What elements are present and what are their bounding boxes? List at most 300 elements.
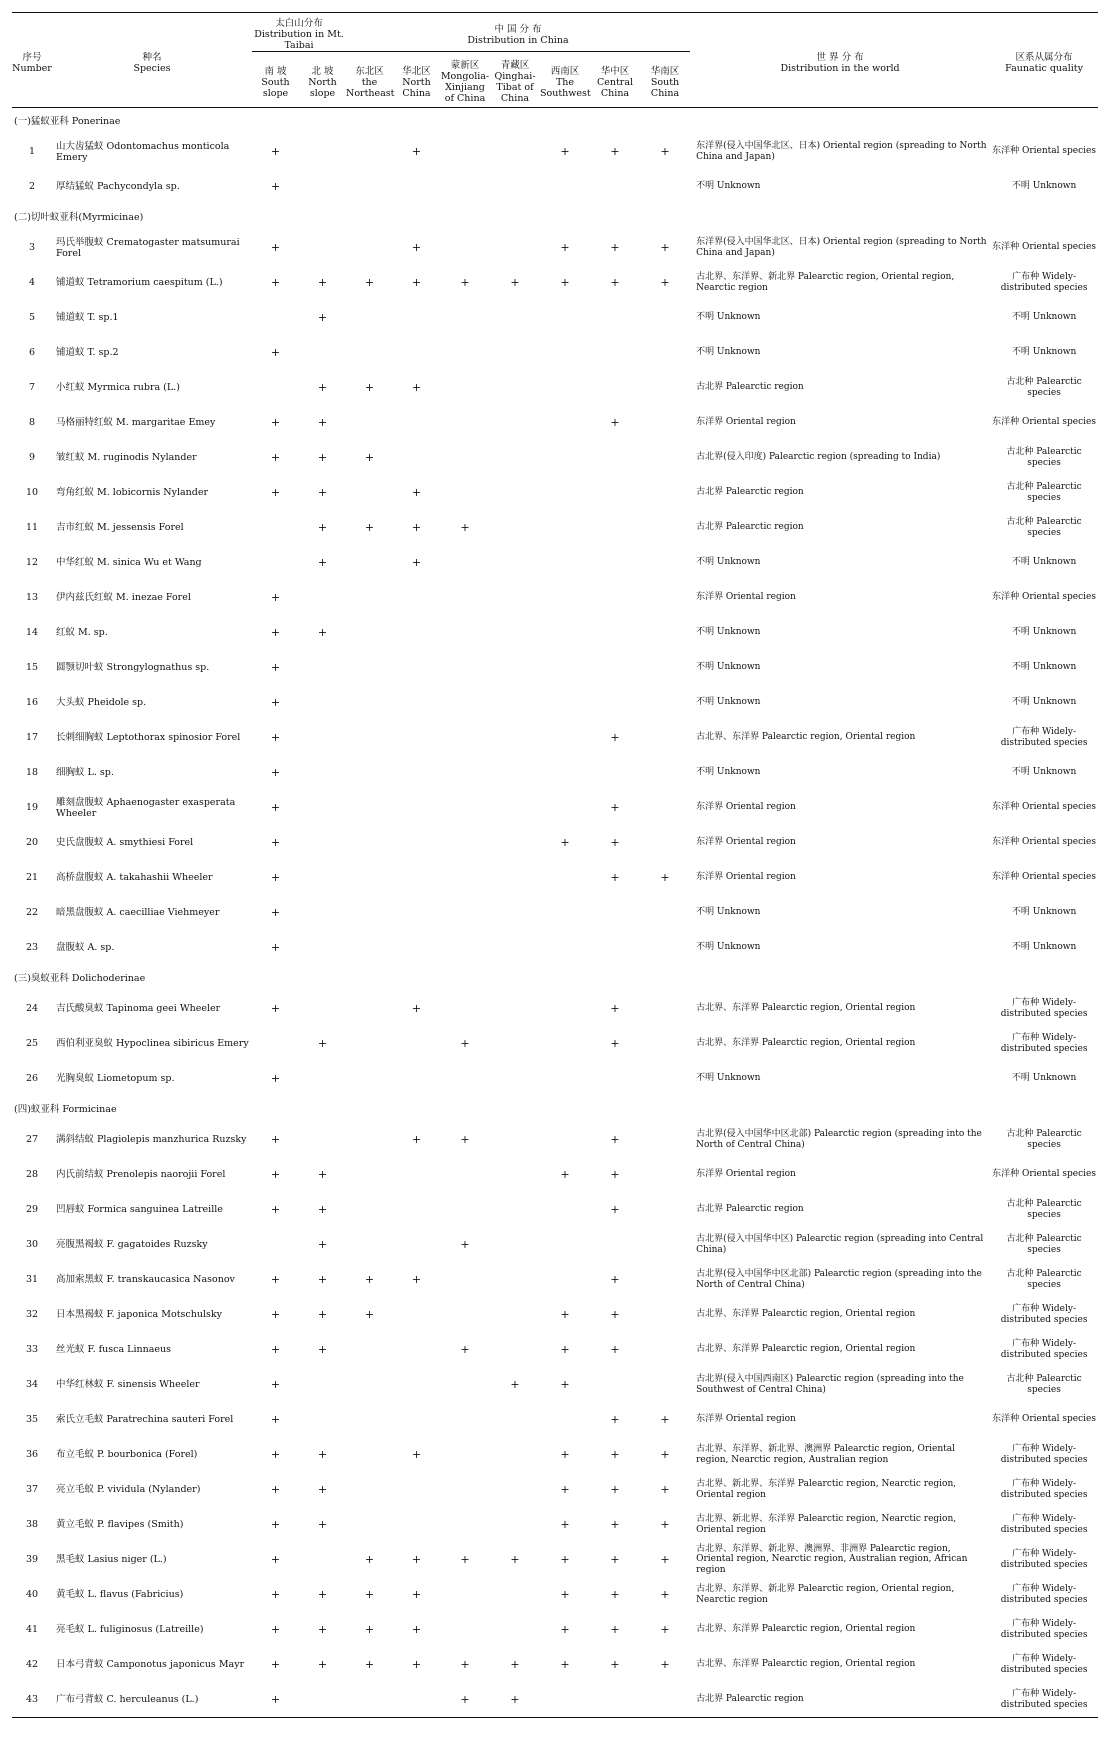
table-row bbox=[12, 405, 1098, 440]
row-number: 37 bbox=[25, 1484, 39, 1495]
table-row bbox=[12, 265, 1098, 300]
distribution-mark: + bbox=[460, 1238, 470, 1251]
world-distribution: 古北界、东洋界 Palearctic region, Oriental region bbox=[696, 1624, 916, 1635]
row-number: 23 bbox=[25, 942, 39, 953]
species-name: 细胸蚁 L. sp. bbox=[56, 767, 114, 778]
distribution-mark bbox=[393, 1061, 440, 1096]
row-number: 3 bbox=[28, 242, 36, 253]
header-number-cn: 序号 bbox=[22, 51, 42, 63]
distribution-mark bbox=[640, 1682, 690, 1718]
distribution-mark bbox=[640, 335, 690, 370]
species-name: 中华红蚁 M. sinica Wu et Wang bbox=[56, 557, 202, 568]
distribution-mark bbox=[440, 790, 490, 825]
distribution-mark: + bbox=[270, 1072, 281, 1085]
row-number: 31 bbox=[25, 1274, 39, 1285]
table-row bbox=[12, 1612, 1098, 1647]
distribution-mark bbox=[490, 1061, 540, 1096]
table-row bbox=[12, 1577, 1098, 1612]
distribution-mark: + bbox=[610, 801, 620, 814]
distribution-mark bbox=[440, 405, 490, 440]
subfamily-title: (四)蚁亚科 Formicinae bbox=[14, 1103, 117, 1115]
distribution-mark: + bbox=[610, 1518, 620, 1531]
distribution-mark: + bbox=[411, 521, 422, 534]
species-name: 史氏盘腹蚁 A. smythiesi Forel bbox=[56, 837, 194, 848]
column-header-en: South slope bbox=[261, 76, 290, 99]
distribution-mark bbox=[393, 1026, 440, 1061]
world-distribution: 古北界(侵入中国西南区) Palearctic region (spreading into the Southwest of Central China) bbox=[696, 1374, 964, 1395]
table-row bbox=[12, 335, 1098, 370]
distribution-mark bbox=[393, 895, 440, 930]
column-header-cn: 华北区 bbox=[402, 65, 431, 77]
distribution-mark: + bbox=[660, 1623, 670, 1636]
row-number: 11 bbox=[25, 522, 39, 533]
distribution-mark: + bbox=[610, 145, 620, 158]
species-name: 光胸臭蚁 Liometopum sp. bbox=[56, 1073, 175, 1084]
species-name: 铺道蚁 Tetramorium caespitum (L.) bbox=[56, 277, 223, 288]
faunatic-quality: 古北种 Palearctic species bbox=[1006, 1374, 1082, 1395]
distribution-mark: + bbox=[270, 1588, 281, 1601]
distribution-mark: + bbox=[270, 451, 281, 464]
distribution-mark bbox=[440, 1192, 490, 1227]
world-distribution: 古北界 Palearctic region bbox=[696, 1204, 804, 1215]
distribution-mark bbox=[440, 545, 490, 580]
world-distribution: 古北界、东洋界、新北界 Palearctic region, Oriental region, Nearctic region bbox=[696, 1584, 955, 1605]
row-number: 25 bbox=[25, 1038, 39, 1049]
faunatic-quality: 古北种 Palearctic species bbox=[1006, 1234, 1082, 1255]
distribution-mark bbox=[540, 370, 590, 405]
faunatic-quality: 东洋种 Oriental species bbox=[992, 837, 1096, 848]
distribution-mark: + bbox=[270, 801, 281, 814]
header-number bbox=[12, 13, 52, 108]
world-distribution: 不明 Unknown bbox=[696, 557, 761, 568]
table-row bbox=[12, 1061, 1098, 1096]
header-fauna-cn: 区系从属分布 bbox=[1015, 51, 1073, 63]
distribution-mark bbox=[393, 1682, 440, 1718]
distribution-mark bbox=[299, 335, 346, 370]
column-header bbox=[490, 52, 540, 108]
distribution-mark bbox=[490, 300, 540, 335]
world-distribution: 古北界、新北界、东洋界 Palearctic region, Nearctic region, Oriental region bbox=[696, 1479, 957, 1500]
distribution-mark bbox=[640, 895, 690, 930]
distribution-mark: + bbox=[270, 276, 281, 289]
distribution-mark bbox=[540, 475, 590, 510]
distribution-mark bbox=[346, 1682, 393, 1718]
distribution-mark bbox=[590, 685, 640, 720]
distribution-mark: + bbox=[270, 145, 281, 158]
distribution-mark bbox=[346, 335, 393, 370]
world-distribution: 古北界(侵入中国华中区) Palearctic region (spreading into Central China) bbox=[696, 1234, 984, 1255]
distribution-mark: + bbox=[660, 145, 670, 158]
world-distribution: 东洋界 Oriental region bbox=[696, 872, 796, 883]
faunatic-quality: 不明 Unknown bbox=[1011, 662, 1077, 673]
distribution-mark bbox=[393, 1192, 440, 1227]
distribution-mark bbox=[346, 1227, 393, 1262]
column-header-cn: 北 坡 bbox=[311, 65, 334, 77]
distribution-mark: + bbox=[270, 1693, 281, 1706]
faunatic-quality: 广布种 Widely-distributed species bbox=[1000, 1514, 1088, 1535]
distribution-mark: + bbox=[560, 1308, 570, 1321]
header-fauna-en: Faunatic quality bbox=[1005, 62, 1083, 74]
row-number: 30 bbox=[25, 1239, 39, 1250]
header-species bbox=[52, 13, 252, 108]
species-name: 吉氏酸臭蚁 Tapinoma geei Wheeler bbox=[56, 1003, 221, 1014]
table-row bbox=[12, 370, 1098, 405]
distribution-mark: + bbox=[560, 1343, 570, 1356]
distribution-mark bbox=[299, 930, 346, 965]
distribution-mark bbox=[393, 1472, 440, 1507]
species-name: 高加索黑蚁 F. transkaucasica Nasonov bbox=[56, 1274, 235, 1285]
species-name: 铺道蚁 T. sp.2 bbox=[56, 347, 119, 358]
distribution-mark: + bbox=[460, 1133, 470, 1146]
world-distribution: 古北界、东洋界、新北界、澳洲界 Palearctic region, Oriental region, Nearctic region, Australian region bbox=[696, 1444, 955, 1465]
species-name: 黄立毛蚁 P. flavipes (Smith) bbox=[56, 1519, 184, 1530]
faunatic-quality: 不明 Unknown bbox=[1011, 627, 1077, 638]
distribution-mark: + bbox=[364, 1273, 375, 1286]
subfamily-title: (三)臭蚁亚科 Dolichoderinae bbox=[14, 972, 146, 984]
distribution-mark: + bbox=[560, 145, 570, 158]
distribution-mark bbox=[299, 1542, 346, 1577]
distribution-mark bbox=[540, 1122, 590, 1157]
distribution-mark: + bbox=[270, 1483, 281, 1496]
distribution-mark bbox=[393, 790, 440, 825]
table-row bbox=[12, 615, 1098, 650]
distribution-mark bbox=[393, 930, 440, 965]
faunatic-quality: 不明 Unknown bbox=[1011, 181, 1077, 192]
world-distribution: 古北界、东洋界、新北界、澳洲界、非洲界 Palearctic region, Oriental region, Nearctic region, Australian region, African region bbox=[696, 1543, 968, 1575]
distribution-mark bbox=[540, 1402, 590, 1437]
distribution-mark: + bbox=[317, 1238, 328, 1251]
world-distribution: 东洋界 Oriental region bbox=[696, 1414, 796, 1425]
distribution-mark: + bbox=[610, 1273, 620, 1286]
column-header bbox=[346, 52, 393, 108]
distribution-mark: + bbox=[610, 731, 620, 744]
faunatic-quality: 广布种 Widely-distributed species bbox=[1000, 1654, 1088, 1675]
subfamily-row bbox=[12, 204, 1098, 230]
distribution-mark bbox=[490, 930, 540, 965]
distribution-mark bbox=[490, 134, 540, 169]
distribution-mark bbox=[252, 510, 299, 545]
species-name: 弯角红蚁 M. lobicornis Nylander bbox=[56, 487, 209, 498]
distribution-mark bbox=[590, 895, 640, 930]
distribution-mark: + bbox=[660, 1553, 670, 1566]
distribution-mark: + bbox=[560, 241, 570, 254]
distribution-mark bbox=[490, 860, 540, 895]
distribution-mark bbox=[490, 991, 540, 1026]
faunatic-quality: 不明 Unknown bbox=[1011, 767, 1077, 778]
distribution-mark bbox=[590, 930, 640, 965]
distribution-mark bbox=[393, 720, 440, 755]
distribution-mark: + bbox=[610, 1588, 620, 1601]
header-number-en: Number bbox=[12, 62, 52, 74]
distribution-mark: + bbox=[460, 276, 470, 289]
distribution-mark: + bbox=[317, 1448, 328, 1461]
distribution-mark: + bbox=[270, 941, 281, 954]
distribution-mark bbox=[490, 230, 540, 265]
distribution-mark: + bbox=[270, 1658, 281, 1671]
distribution-mark bbox=[299, 991, 346, 1026]
distribution-mark bbox=[299, 1402, 346, 1437]
distribution-mark: + bbox=[560, 1448, 570, 1461]
distribution-mark bbox=[540, 685, 590, 720]
distribution-mark bbox=[490, 1402, 540, 1437]
distribution-mark bbox=[640, 790, 690, 825]
distribution-mark bbox=[346, 685, 393, 720]
distribution-mark bbox=[440, 169, 490, 204]
species-name: 伊内兹氏红蚁 M. inezae Forel bbox=[56, 592, 191, 603]
distribution-mark bbox=[640, 405, 690, 440]
distribution-mark bbox=[299, 650, 346, 685]
bottom-rule-cell bbox=[12, 1718, 1098, 1723]
species-name: 山大齿猛蚁 Odontomachus monticola Emery bbox=[56, 140, 230, 163]
distribution-mark: + bbox=[560, 1168, 570, 1181]
distribution-mark bbox=[640, 169, 690, 204]
row-number: 26 bbox=[25, 1073, 39, 1084]
world-distribution: 不明 Unknown bbox=[696, 181, 761, 192]
distribution-mark bbox=[640, 1157, 690, 1192]
table-row bbox=[12, 755, 1098, 790]
distribution-mark bbox=[440, 475, 490, 510]
world-distribution: 古北界 Palearctic region bbox=[696, 487, 804, 498]
distribution-mark bbox=[440, 335, 490, 370]
world-distribution: 东洋界 Oriental region bbox=[696, 417, 796, 428]
faunatic-quality: 不明 Unknown bbox=[1011, 942, 1077, 953]
distribution-mark bbox=[393, 825, 440, 860]
distribution-mark: + bbox=[270, 1002, 281, 1015]
distribution-mark bbox=[346, 1026, 393, 1061]
distribution-mark: + bbox=[660, 276, 670, 289]
distribution-mark: + bbox=[317, 521, 328, 534]
row-number: 9 bbox=[28, 452, 36, 463]
distribution-mark bbox=[490, 169, 540, 204]
world-distribution: 东洋界(侵入中国华北区、日本) Oriental region (spreading to North China and Japan) bbox=[696, 237, 987, 258]
distribution-mark: + bbox=[270, 241, 281, 254]
distribution-mark: + bbox=[317, 1343, 328, 1356]
distribution-mark bbox=[490, 790, 540, 825]
distribution-mark bbox=[299, 755, 346, 790]
distribution-mark bbox=[540, 335, 590, 370]
column-header-en: Mongolia-Xinjiang of China bbox=[440, 71, 490, 104]
distribution-mark bbox=[393, 1507, 440, 1542]
row-number: 35 bbox=[25, 1414, 39, 1425]
distribution-mark: + bbox=[270, 1343, 281, 1356]
world-distribution: 不明 Unknown bbox=[696, 662, 761, 673]
distribution-mark: + bbox=[411, 145, 422, 158]
distribution-mark bbox=[640, 300, 690, 335]
distribution-mark bbox=[299, 825, 346, 860]
distribution-mark: + bbox=[411, 276, 422, 289]
distribution-mark bbox=[440, 1297, 490, 1332]
distribution-mark bbox=[590, 510, 640, 545]
distribution-mark: + bbox=[270, 1518, 281, 1531]
distribution-mark: + bbox=[411, 1273, 422, 1286]
distribution-mark: + bbox=[610, 1002, 620, 1015]
distribution-mark: + bbox=[660, 871, 670, 884]
distribution-mark: + bbox=[364, 1623, 375, 1636]
faunatic-quality: 广布种 Widely-distributed species bbox=[1000, 1549, 1088, 1570]
distribution-mark bbox=[440, 1472, 490, 1507]
distribution-mark bbox=[590, 440, 640, 475]
species-name: 亮立毛蚁 P. vividula (Nylander) bbox=[56, 1484, 201, 1495]
column-header-en: Central China bbox=[596, 76, 634, 99]
table-row bbox=[12, 134, 1098, 169]
faunatic-quality: 东洋种 Oriental species bbox=[992, 1414, 1096, 1425]
distribution-mark bbox=[252, 545, 299, 580]
distribution-mark bbox=[540, 1682, 590, 1718]
column-header-cn: 青藏区 bbox=[500, 60, 530, 71]
distribution-mark: + bbox=[610, 241, 620, 254]
distribution-mark bbox=[490, 720, 540, 755]
table-row bbox=[12, 1367, 1098, 1402]
distribution-mark: + bbox=[317, 1273, 328, 1286]
world-distribution: 古北界、东洋界 Palearctic region, Oriental region bbox=[696, 732, 916, 743]
subfamily-row bbox=[12, 965, 1098, 991]
distribution-mark: + bbox=[660, 1413, 670, 1426]
row-number: 28 bbox=[25, 1169, 39, 1180]
distribution-mark: + bbox=[270, 180, 281, 193]
distribution-mark bbox=[490, 545, 540, 580]
table-row bbox=[12, 790, 1098, 825]
row-number: 34 bbox=[25, 1379, 39, 1390]
distribution-mark bbox=[299, 895, 346, 930]
table-row bbox=[12, 1332, 1098, 1367]
distribution-mark bbox=[540, 615, 590, 650]
column-header-cn: 蒙新区 bbox=[450, 60, 480, 71]
distribution-mark: + bbox=[460, 1037, 470, 1050]
distribution-mark: + bbox=[660, 1588, 670, 1601]
distribution-mark: + bbox=[510, 1658, 520, 1671]
distribution-mark bbox=[540, 650, 590, 685]
table-row bbox=[12, 1227, 1098, 1262]
table-row bbox=[12, 1507, 1098, 1542]
header-fauna bbox=[990, 13, 1098, 108]
distribution-mark bbox=[440, 1437, 490, 1472]
distribution-mark: + bbox=[364, 276, 375, 289]
distribution-mark bbox=[440, 1367, 490, 1402]
world-distribution: 古北界、东洋界 Palearctic region, Oriental region bbox=[696, 1309, 916, 1320]
distribution-mark bbox=[640, 1192, 690, 1227]
distribution-mark bbox=[590, 1367, 640, 1402]
world-distribution: 古北界 Palearctic region bbox=[696, 522, 804, 533]
faunatic-quality: 广布种 Widely-distributed species bbox=[1000, 1479, 1088, 1500]
column-header bbox=[252, 52, 299, 108]
faunatic-quality: 广布种 Widely-distributed species bbox=[1000, 1304, 1088, 1325]
species-name: 黄毛蚁 L. flavus (Fabricius) bbox=[56, 1589, 184, 1600]
distribution-mark bbox=[540, 1262, 590, 1297]
distribution-mark bbox=[440, 930, 490, 965]
distribution-mark bbox=[590, 370, 640, 405]
species-name: 高桥盘腹蚁 A. takahashii Wheeler bbox=[56, 872, 213, 883]
distribution-mark bbox=[590, 1227, 640, 1262]
species-name: 皱红蚁 M. ruginodis Nylander bbox=[56, 452, 197, 463]
table-bottom-rule bbox=[12, 1718, 1098, 1723]
distribution-mark bbox=[490, 755, 540, 790]
distribution-mark: + bbox=[660, 1483, 670, 1496]
distribution-mark: + bbox=[317, 626, 328, 639]
distribution-mark bbox=[490, 510, 540, 545]
distribution-mark: + bbox=[411, 1133, 422, 1146]
distribution-mark bbox=[540, 1061, 590, 1096]
distribution-mark: + bbox=[610, 1623, 620, 1636]
world-distribution: 古北界、东洋界、新北界 Palearctic region, Oriental region, Nearctic region bbox=[696, 272, 955, 293]
distribution-mark: + bbox=[270, 626, 281, 639]
species-name: 亮腹黑褐蚁 F. gagatoides Ruzsky bbox=[56, 1239, 208, 1250]
faunatic-quality: 广布种 Widely-distributed species bbox=[1000, 1339, 1088, 1360]
table-row bbox=[12, 1157, 1098, 1192]
distribution-mark bbox=[393, 169, 440, 204]
table-row bbox=[12, 825, 1098, 860]
distribution-mark bbox=[590, 335, 640, 370]
table-row bbox=[12, 991, 1098, 1026]
species-distribution-table bbox=[12, 12, 1098, 1722]
row-number: 10 bbox=[25, 487, 39, 498]
distribution-mark: + bbox=[270, 1308, 281, 1321]
row-number: 7 bbox=[28, 382, 36, 393]
table-row bbox=[12, 1192, 1098, 1227]
table-row bbox=[12, 1262, 1098, 1297]
distribution-mark bbox=[440, 860, 490, 895]
distribution-mark bbox=[299, 1682, 346, 1718]
row-number: 33 bbox=[25, 1344, 39, 1355]
header-china-cn: 中 国 分 布 bbox=[494, 23, 542, 35]
distribution-mark bbox=[640, 650, 690, 685]
world-distribution: 不明 Unknown bbox=[696, 907, 761, 918]
faunatic-quality: 东洋种 Oriental species bbox=[992, 872, 1096, 883]
distribution-mark: + bbox=[270, 416, 281, 429]
faunatic-quality: 广布种 Widely-distributed species bbox=[1000, 727, 1088, 748]
world-distribution: 东洋界 Oriental region bbox=[696, 592, 796, 603]
world-distribution: 不明 Unknown bbox=[696, 1073, 761, 1084]
table-row bbox=[12, 475, 1098, 510]
distribution-mark bbox=[393, 335, 440, 370]
distribution-mark bbox=[490, 650, 540, 685]
table-row bbox=[12, 650, 1098, 685]
distribution-mark bbox=[590, 615, 640, 650]
distribution-mark: + bbox=[270, 1133, 281, 1146]
distribution-mark: + bbox=[270, 1448, 281, 1461]
row-number: 39 bbox=[25, 1554, 39, 1565]
distribution-mark: + bbox=[610, 1343, 620, 1356]
faunatic-quality: 不明 Unknown bbox=[1011, 697, 1077, 708]
distribution-mark: + bbox=[610, 871, 620, 884]
distribution-mark bbox=[440, 1157, 490, 1192]
faunatic-quality: 广布种 Widely-distributed species bbox=[1000, 272, 1088, 293]
distribution-mark: + bbox=[460, 1343, 470, 1356]
row-number: 40 bbox=[25, 1589, 39, 1600]
faunatic-quality: 不明 Unknown bbox=[1011, 557, 1077, 568]
distribution-mark bbox=[440, 134, 490, 169]
faunatic-quality: 古北种 Palearctic species bbox=[1006, 482, 1082, 503]
column-header bbox=[590, 52, 640, 108]
distribution-mark bbox=[590, 169, 640, 204]
distribution-mark: + bbox=[510, 1693, 520, 1706]
distribution-mark bbox=[346, 405, 393, 440]
distribution-mark bbox=[490, 1507, 540, 1542]
distribution-mark: + bbox=[460, 1553, 470, 1566]
distribution-mark: + bbox=[317, 416, 328, 429]
world-distribution: 古北界、东洋界 Palearctic region, Oriental region bbox=[696, 1038, 916, 1049]
distribution-mark bbox=[393, 440, 440, 475]
distribution-mark bbox=[540, 755, 590, 790]
distribution-mark bbox=[346, 615, 393, 650]
distribution-mark bbox=[490, 1227, 540, 1262]
distribution-mark bbox=[540, 510, 590, 545]
distribution-mark bbox=[440, 1402, 490, 1437]
distribution-mark bbox=[590, 755, 640, 790]
species-name: 吉市红蚁 M. jessensis Forel bbox=[56, 522, 184, 533]
distribution-mark bbox=[540, 580, 590, 615]
distribution-mark bbox=[590, 580, 640, 615]
world-distribution: 不明 Unknown bbox=[696, 347, 761, 358]
